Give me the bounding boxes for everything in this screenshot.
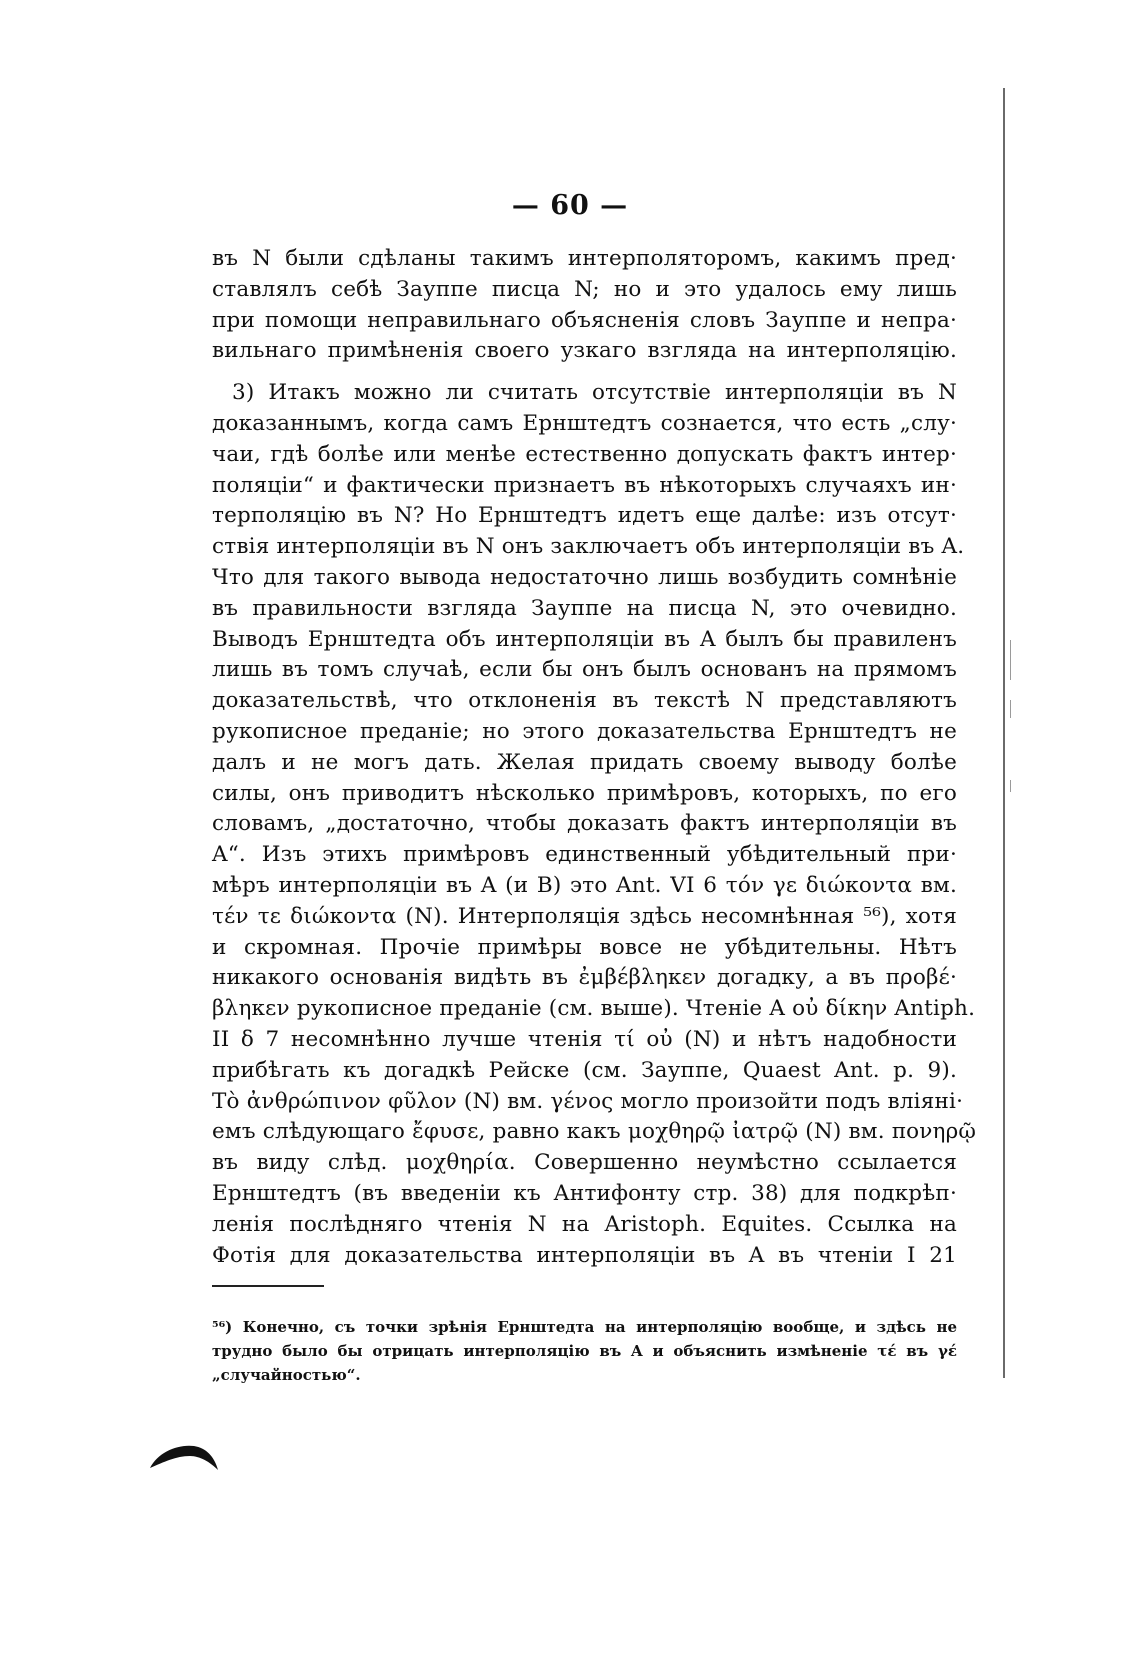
footnote-line: ⁵⁶) Конечно, съ точки зрѣнія Ернштедта на интерполяцію вообще, и здѣсь не [212, 1318, 957, 1336]
footnote [212, 1315, 957, 1387]
text-line: въ виду слѣд. μοχθηρία. Совершенно неумѣстно ссылается [212, 1150, 957, 1176]
text-line: 3) Итакъ можно ли считать отсутствіе интерполяціи въ N [232, 380, 957, 406]
text-line: βληκεν рукописное преданіе (см. выше). Чтеніе A οὐ δίκην Antiph. [212, 996, 976, 1022]
text-line: Фотія для доказательства интерполяціи въ A въ чтеніи I 21 [212, 1242, 957, 1268]
text-line: доказательствѣ, что отклоненія въ текстѣ N представляютъ [212, 688, 957, 714]
text-line: и скромная. Прочіе примѣры вовсе не убѣдительны. Нѣтъ [212, 934, 957, 960]
text-line: при помощи неправильнаго объясненія словъ Зауппе и непра· [212, 307, 957, 333]
text-line: доказаннымъ, когда самъ Ернштедтъ сознается, что есть „слу· [212, 410, 957, 436]
text-line: Что для такого вывода недостаточно лишь возбудить сомнѣніе [212, 564, 957, 590]
text-line: терполяцію въ N? Но Ернштедтъ идетъ еще далѣе: изъ отсут· [212, 503, 957, 529]
text-line: Τὸ ἀνθρώπινον φῦλον (N) вм. γένος могло произойти подъ вліяні· [212, 1088, 964, 1114]
text-line: Ернштедтъ (въ введеніи къ Антифонту стр. 38) для подкрѣп· [212, 1180, 957, 1206]
text-line: чаи, гдѣ болѣе или менѣе естественно допускать фактъ интер· [212, 441, 957, 467]
body-text [212, 244, 977, 1271]
text-line: никакого основанія видѣть въ ἐμβέβληκεν догадку, а въ προβέ· [212, 965, 957, 991]
text-line: ленія послѣдняго чтенія N на Aristoph. Equites. Ссылка на [212, 1211, 957, 1237]
page-edge-mark [1010, 700, 1011, 718]
footnote-line: „случайностью“. [212, 1366, 361, 1384]
text-line: поляціи“ и фактически признаетъ въ нѣкоторыхъ случаяхъ ин· [212, 472, 957, 498]
text-line: прибѣгать къ догадкѣ Рейске (см. Зауппе, Quaest Ant. p. 9). [212, 1057, 957, 1083]
text-line: мѣръ интерполяціи въ A (и B) это Ant. VI 6 τόν γε διώκοντα вм. [212, 872, 957, 898]
text-line: далъ и не могъ дать. Желая придать своему выводу болѣе [212, 749, 957, 775]
text-line: ствія интерполяціи въ N онъ заключаетъ объ интерполяціи въ A. [212, 534, 965, 560]
footnote-divider [212, 1285, 324, 1287]
text-line: въ правильности взгляда Зауппе на писца N, это очевидно. [212, 595, 957, 621]
page-number: — 60 — [511, 190, 629, 221]
text-line: рукописное преданіе; но этого доказательства Ернштедтъ не [212, 718, 957, 744]
text-line: емъ слѣдующаго ἔφυσε, равно какъ μοχθηρῷ ἰατρῷ (N) вм. πονηρῷ [212, 1119, 977, 1145]
page-edge-mark [1010, 780, 1011, 792]
text-line: τέν τε διώκοντα (N). Интерполяція здѣсь несомнѣнная ⁵⁶), хотя [212, 903, 957, 929]
text-line: ставлялъ себѣ Зауппе писца N; но и это удалось ему лишь [212, 276, 957, 302]
text-line: вильнаго примѣненія своего узкаго взгляда на интерполяцію. [212, 338, 957, 364]
text-line: силы, онъ приводитъ нѣсколько примѣровъ, которыхъ, по его [212, 780, 957, 806]
ink-smudge-mark [148, 1440, 220, 1474]
text-line: A“. Изъ этихъ примѣровъ единственный убѣдительный при· [212, 842, 957, 868]
text-line: Выводъ Ернштедта объ интерполяціи въ A былъ бы правиленъ [212, 626, 957, 652]
text-line: въ N были сдѣланы такимъ интерполяторомъ, какимъ пред· [212, 246, 957, 271]
text-line: II δ 7 несомнѣнно лучше чтенія τί οὐ (N) и нѣтъ надобности [212, 1026, 957, 1052]
text-line: лишь въ томъ случаѣ, если бы онъ былъ основанъ на прямомъ [212, 657, 957, 683]
text-line: словамъ, „достаточно, чтобы доказать фактъ интерполяціи въ [212, 811, 957, 837]
page-edge-line [1003, 88, 1005, 1378]
footnote-line: трудно было бы отрицать интерполяцію въ A и объяснить измѣненіе τέ въ γέ [212, 1342, 957, 1360]
page-edge-mark [1010, 640, 1011, 680]
